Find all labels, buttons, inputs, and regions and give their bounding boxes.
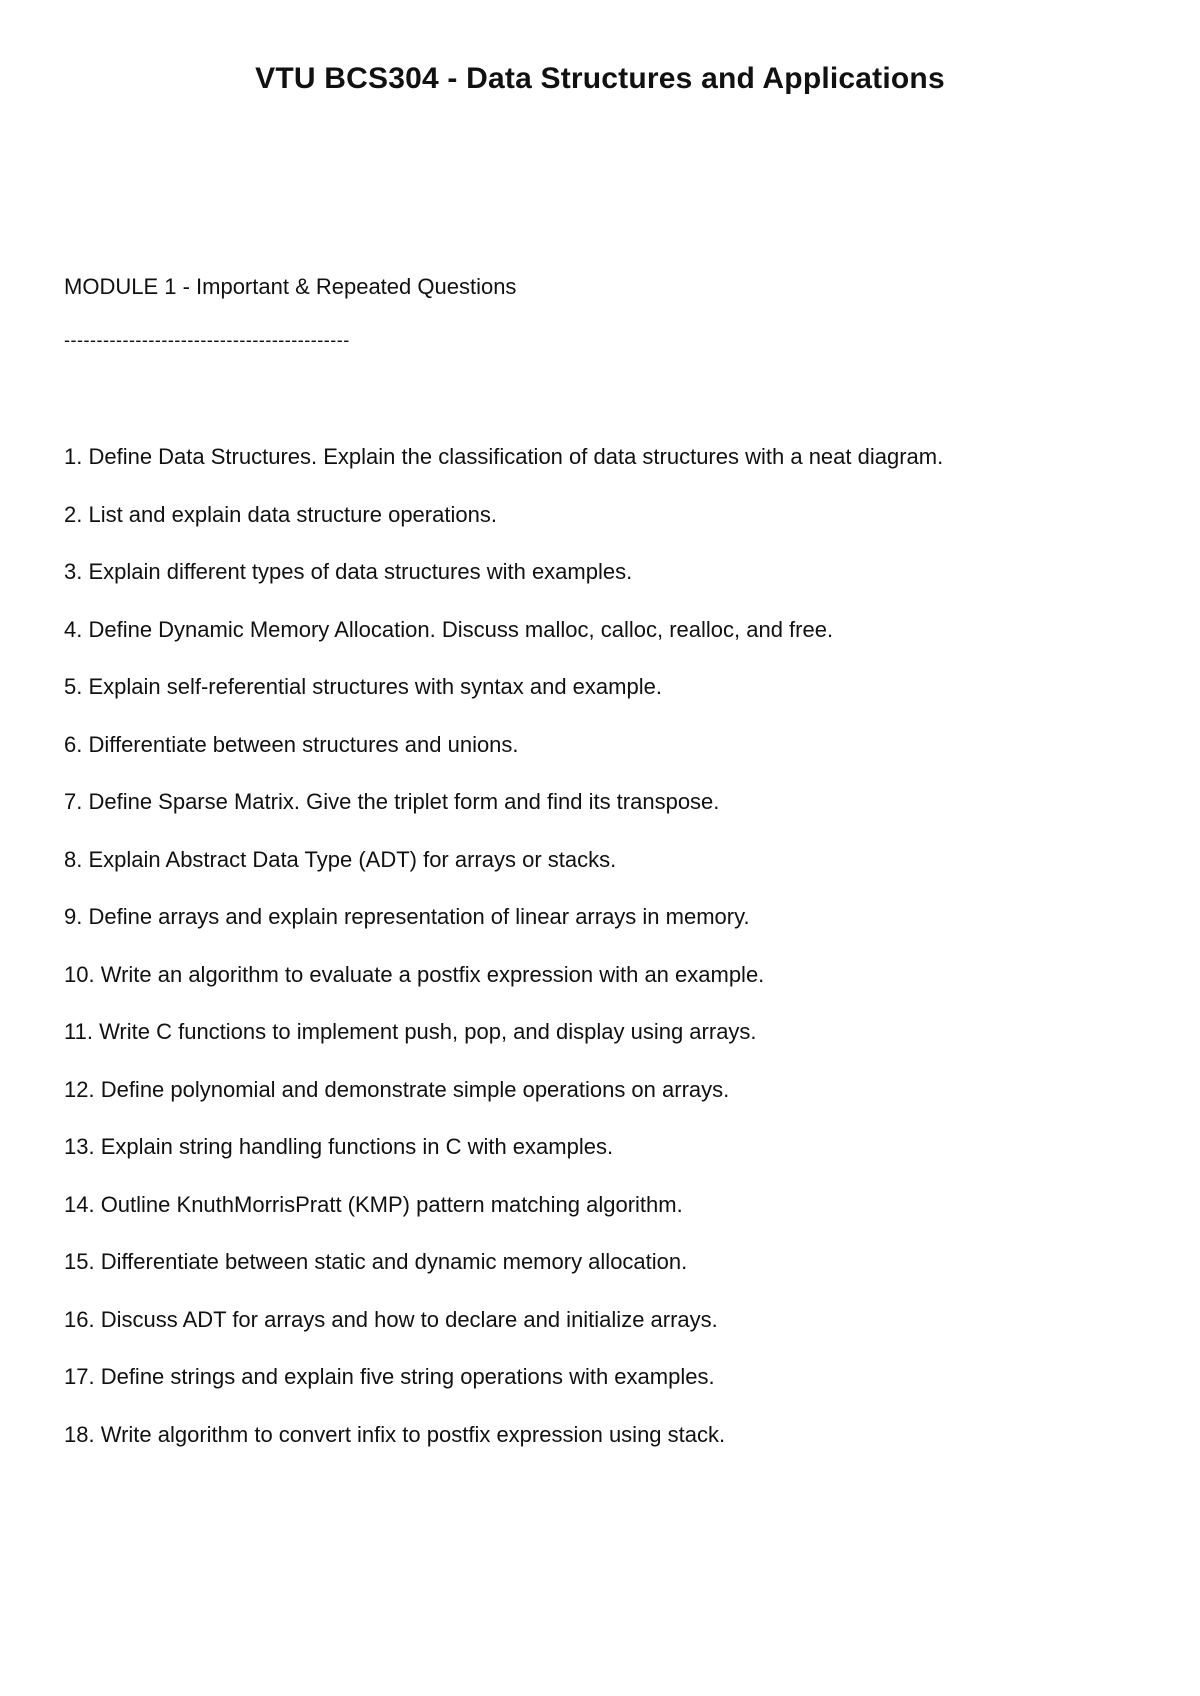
question-item: 13. Explain string handling functions in C with examples. — [64, 1134, 614, 1159]
question-item: 12. Define polynomial and demonstrate simple operations on arrays. — [64, 1076, 730, 1102]
question-item: 18. Write algorithm to convert infix to postfix expression using stack. — [64, 1421, 726, 1447]
question-item: 7. Define Sparse Matrix. Give the triplet form and find its transpose. — [64, 789, 720, 814]
module-heading: MODULE 1 - Important & Repeated Questions — [64, 274, 517, 299]
question-item: 9. Define arrays and explain representation of linear arrays in memory. — [64, 904, 750, 929]
question-item: 17. Define strings and explain five string operations with examples. — [64, 1364, 715, 1389]
question-item: 5. Explain self-referential structures with syntax and example. — [64, 674, 662, 699]
question-item: 11. Write C functions to implement push, pop, and display using arrays. — [64, 1019, 757, 1044]
question-item: 2. List and explain data structure operations. — [64, 501, 497, 527]
question-item: 10. Write an algorithm to evaluate a postfix expression with an example. — [64, 961, 765, 987]
document-title: VTU BCS304 - Data Structures and Applications — [255, 62, 945, 95]
question-item: 15. Differentiate between static and dynamic memory allocation. — [64, 1249, 688, 1274]
question-item: 6. Differentiate between structures and unions. — [64, 731, 519, 757]
question-item: 14. Outline KnuthMorrisPratt (KMP) pattern matching algorithm. — [64, 1191, 683, 1217]
question-item: 8. Explain Abstract Data Type (ADT) for arrays or stacks. — [64, 846, 617, 872]
question-list — [64, 444, 943, 1479]
question-item: 16. Discuss ADT for arrays and how to declare and initialize arrays. — [64, 1306, 718, 1332]
question-item: 3. Explain different types of data structures with examples. — [64, 559, 633, 584]
question-item: 1. Define Data Structures. Explain the classification of data structures with a neat diagram. — [64, 444, 944, 469]
question-item: 4. Define Dynamic Memory Allocation. Discuss malloc, calloc, realloc, and free. — [64, 616, 834, 642]
divider-line: -------------------------------------------- — [64, 330, 350, 350]
